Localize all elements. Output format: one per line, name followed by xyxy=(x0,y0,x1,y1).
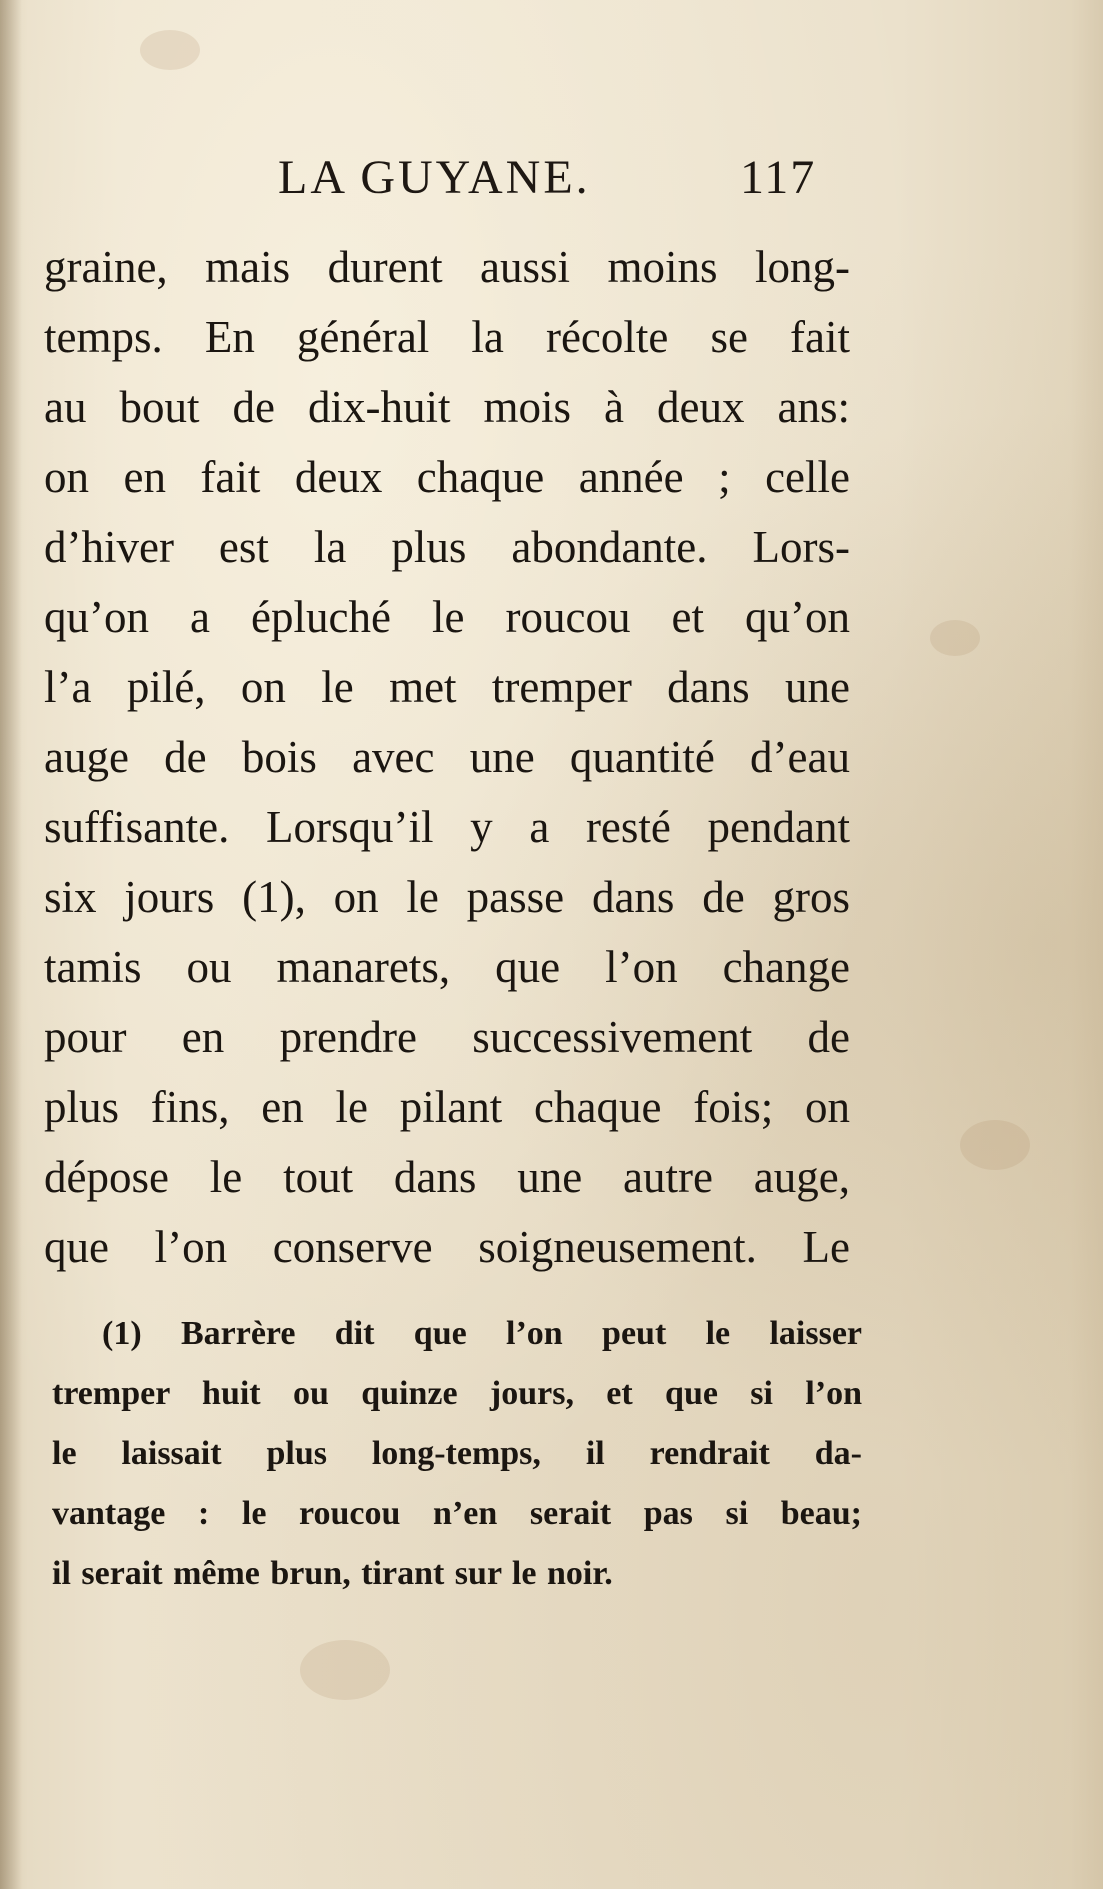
paper-stain xyxy=(930,620,980,656)
text-line: d’hiver est la plus abondante. Lors- xyxy=(44,522,850,572)
footnote-line: le laissait plus long-temps, il rendrait da- xyxy=(52,1435,862,1472)
page-number: 117 xyxy=(740,151,817,204)
footnote-line: il serait même brun, tirant sur le noir. xyxy=(52,1555,613,1592)
text-line: au bout de dix-huit mois à deux ans: xyxy=(44,382,850,432)
text-line: on en fait deux chaque année ; celle xyxy=(44,452,850,502)
text-line: qu’on a épluché le roucou et qu’on xyxy=(44,592,850,642)
text-line: graine, mais durent aussi moins long- xyxy=(44,242,850,292)
footnote-line: tremper huit ou quinze jours, et que si l’on xyxy=(52,1375,862,1412)
running-title: LA GUYANE. xyxy=(278,151,591,204)
page-header xyxy=(0,150,1103,210)
text-line: six jours (1), on le passe dans de gros xyxy=(44,872,850,922)
text-line: suffisante. Lorsqu’il y a resté pendant xyxy=(44,802,850,852)
body-text xyxy=(44,232,850,1282)
text-line: plus fins, en le pilant chaque fois; on xyxy=(44,1082,850,1132)
footnote-line: (1) Barrère dit que l’on peut le laisser xyxy=(102,1315,862,1352)
binding-edge xyxy=(0,0,22,1889)
footnote xyxy=(52,1304,862,1604)
paper-stain xyxy=(960,1120,1030,1170)
text-line: pour en prendre successivement de xyxy=(44,1012,850,1062)
text-line: temps. En général la récolte se fait xyxy=(44,312,850,362)
text-line: que l’on conserve soigneusement. Le xyxy=(44,1222,850,1272)
paper-stain xyxy=(300,1640,390,1700)
text-line: auge de bois avec une quantité d’eau xyxy=(44,732,850,782)
text-line: dépose le tout dans une autre auge, xyxy=(44,1152,850,1202)
footnote-line: vantage : le roucou n’en serait pas si beau; xyxy=(52,1495,862,1532)
text-line: tamis ou manarets, que l’on change xyxy=(44,942,850,992)
paper-stain xyxy=(140,30,200,70)
text-line: l’a pilé, on le met tremper dans une xyxy=(44,662,850,712)
